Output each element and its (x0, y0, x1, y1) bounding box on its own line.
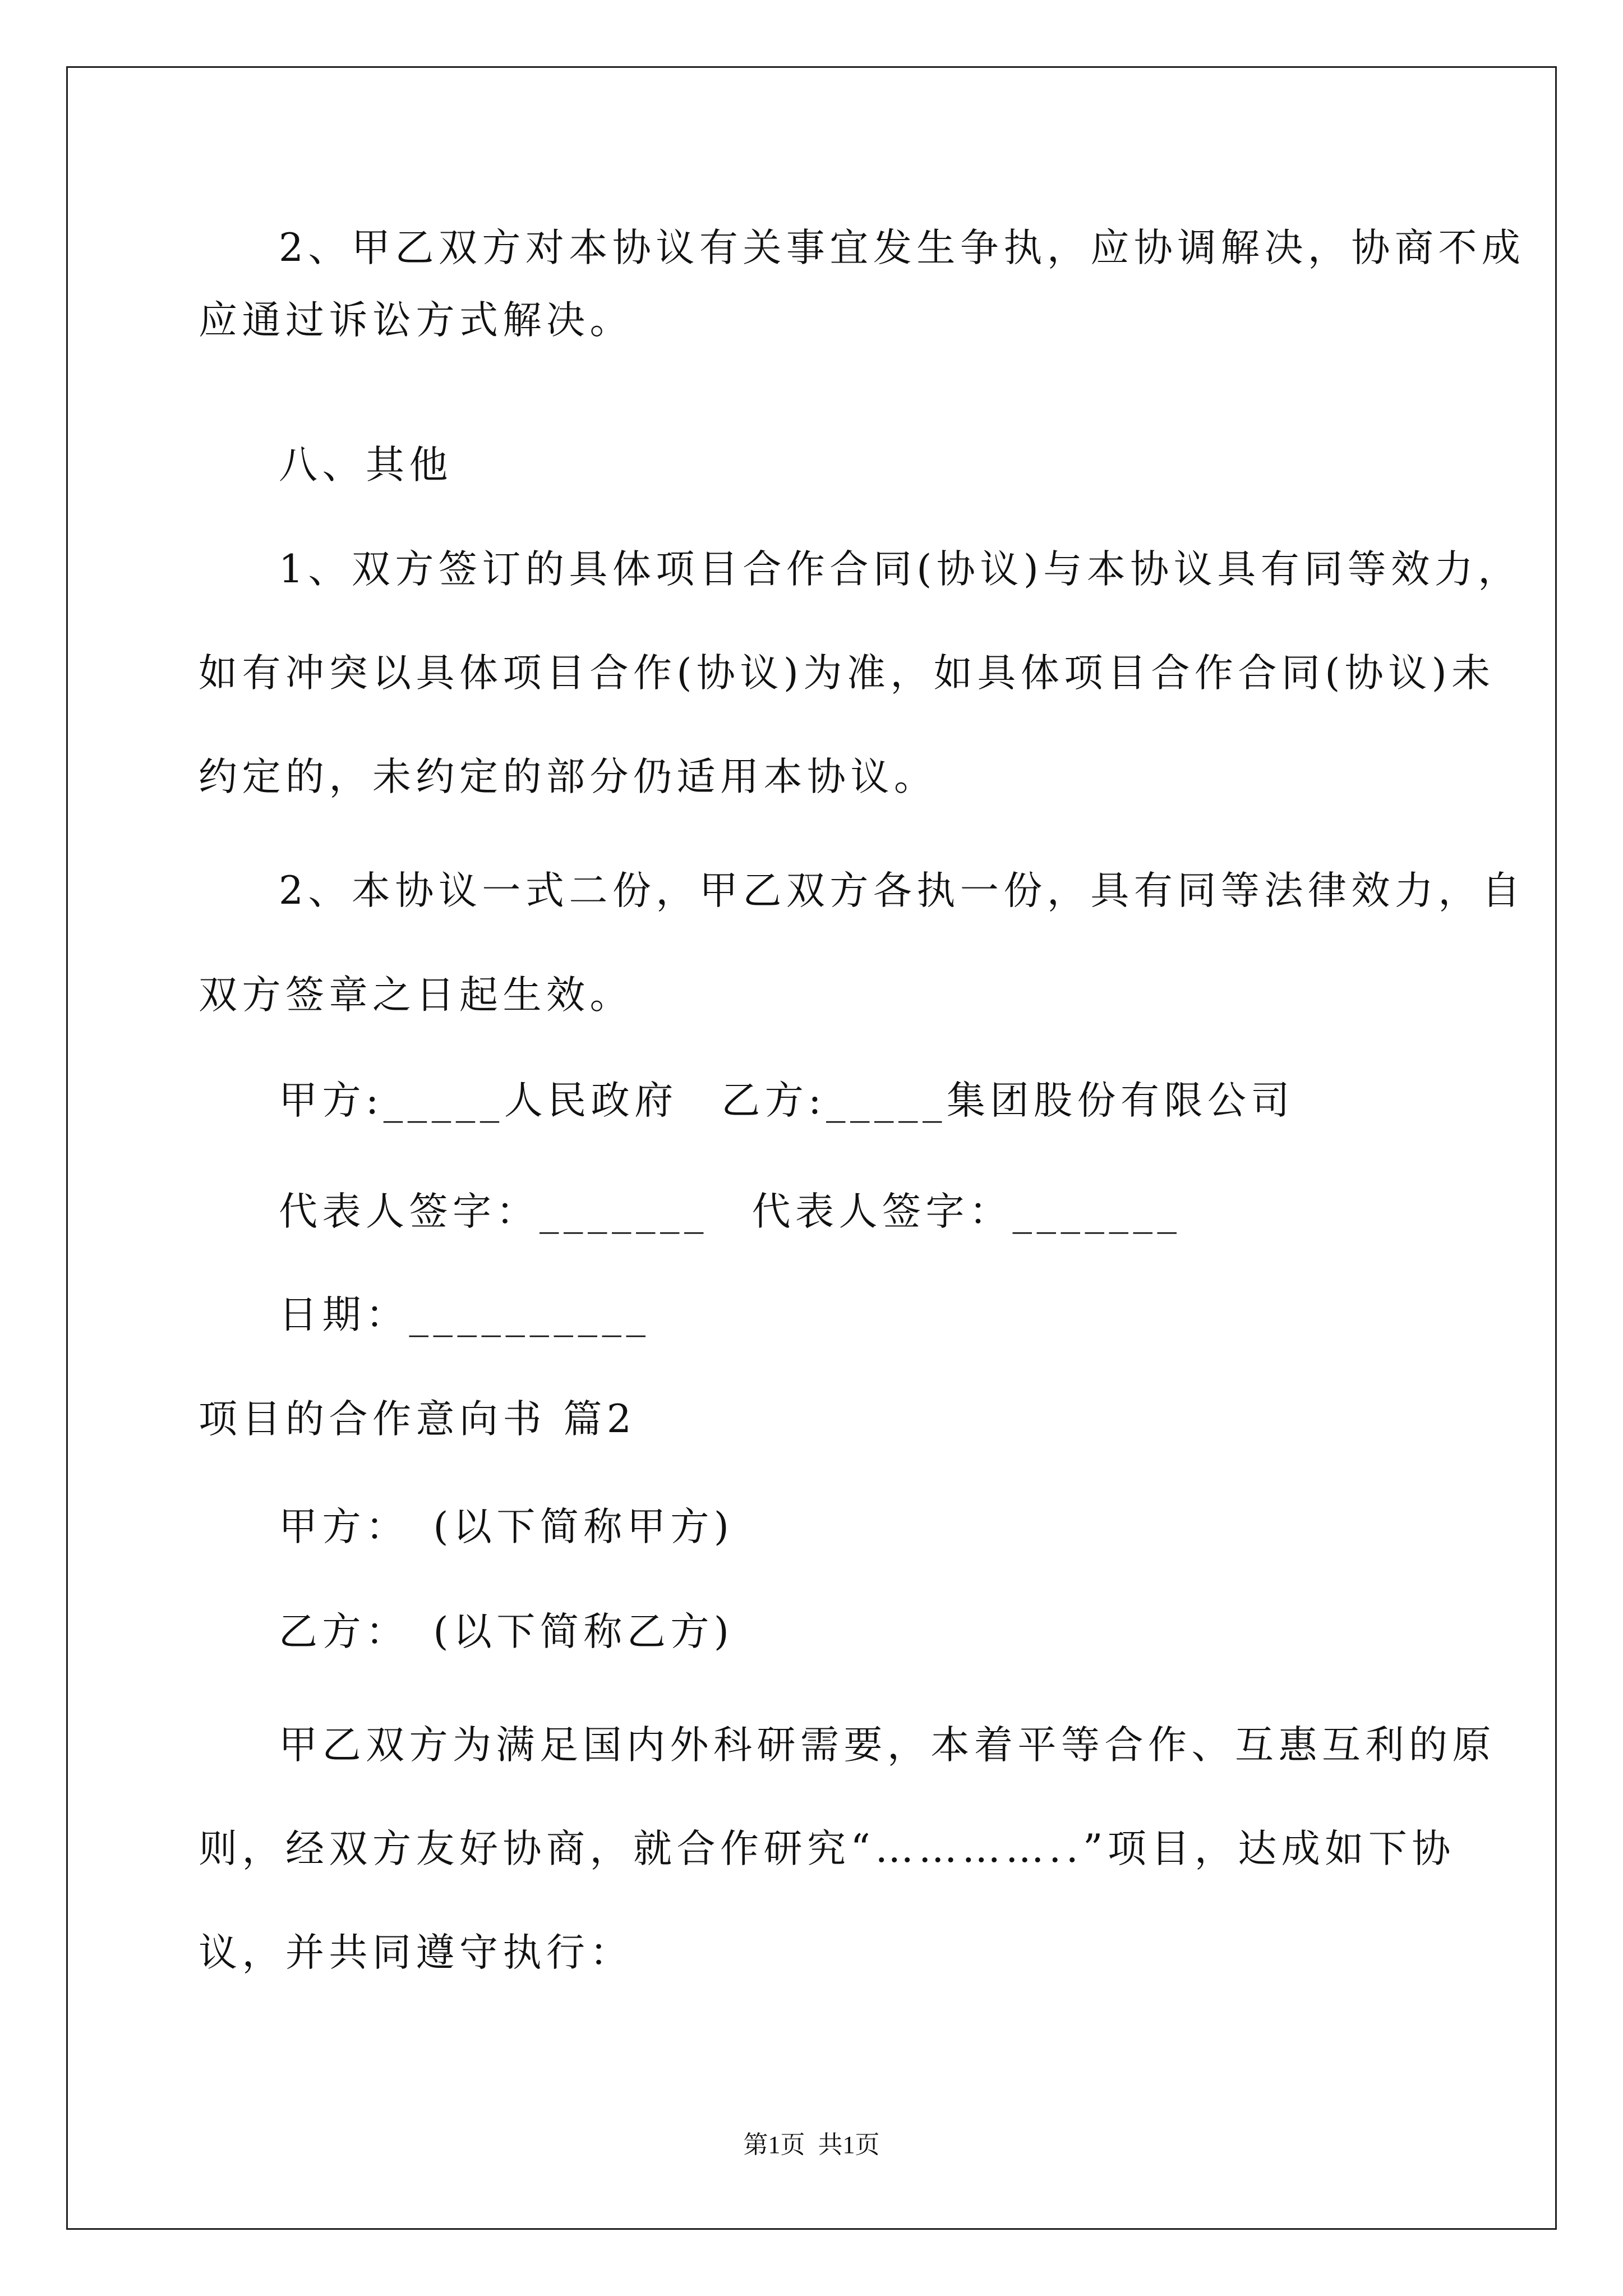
date-line: 日期：__________ (279, 1292, 651, 1337)
paragraph-2-line-2: 应通过诉讼方式解决。 (199, 298, 633, 343)
clause-1-line-1: 1、双方签订的具体项目合作合同(协议)与本协议具有同等效力， (279, 547, 1521, 592)
intro-line-1: 甲乙双方为满足国内外科研需要，本着平等合作、互惠互利的原 (279, 1723, 1496, 1768)
intro-line-3: 议，并共同遵守执行： (199, 1930, 633, 1975)
party-a-line: 甲方： (以下简称甲方) (279, 1504, 734, 1549)
article-title: 项目的合作意向书 篇2 (199, 1397, 637, 1442)
party-names-line: 甲方:_____人民政府 乙方:_____集团股份有限公司 (279, 1078, 1294, 1123)
intro-line-2: 则，经双方友好协商，就合作研究“…………..”项目，达成如下协 (199, 1826, 1455, 1871)
clause-1-line-3: 约定的，未约定的部分仍适用本协议。 (199, 754, 938, 799)
page-number: 第1页 (743, 2131, 805, 2159)
section-heading-other: 八、其他 (279, 443, 453, 487)
page-footer (0, 2133, 1623, 2157)
paragraph-2-line-1: 2、甲乙双方对本协议有关事宜发生争执，应协调解决，协商不成 (279, 226, 1525, 270)
signature-line: 代表人签字：_______ 代表人签字：_______ (279, 1189, 1182, 1234)
clause-1-line-2: 如有冲突以具体项目合作(协议)为准，如具体项目合作合同(协议)未 (199, 651, 1495, 696)
party-b-line: 乙方： (以下简称乙方) (279, 1609, 734, 1654)
clause-2-line-1: 2、本协议一式二份，甲乙双方各执一份，具有同等法律效力，自 (279, 868, 1525, 913)
clause-2-line-2: 双方签章之日起生效。 (199, 973, 633, 1018)
page-total: 共1页 (818, 2131, 880, 2159)
page-border (66, 66, 1557, 2230)
